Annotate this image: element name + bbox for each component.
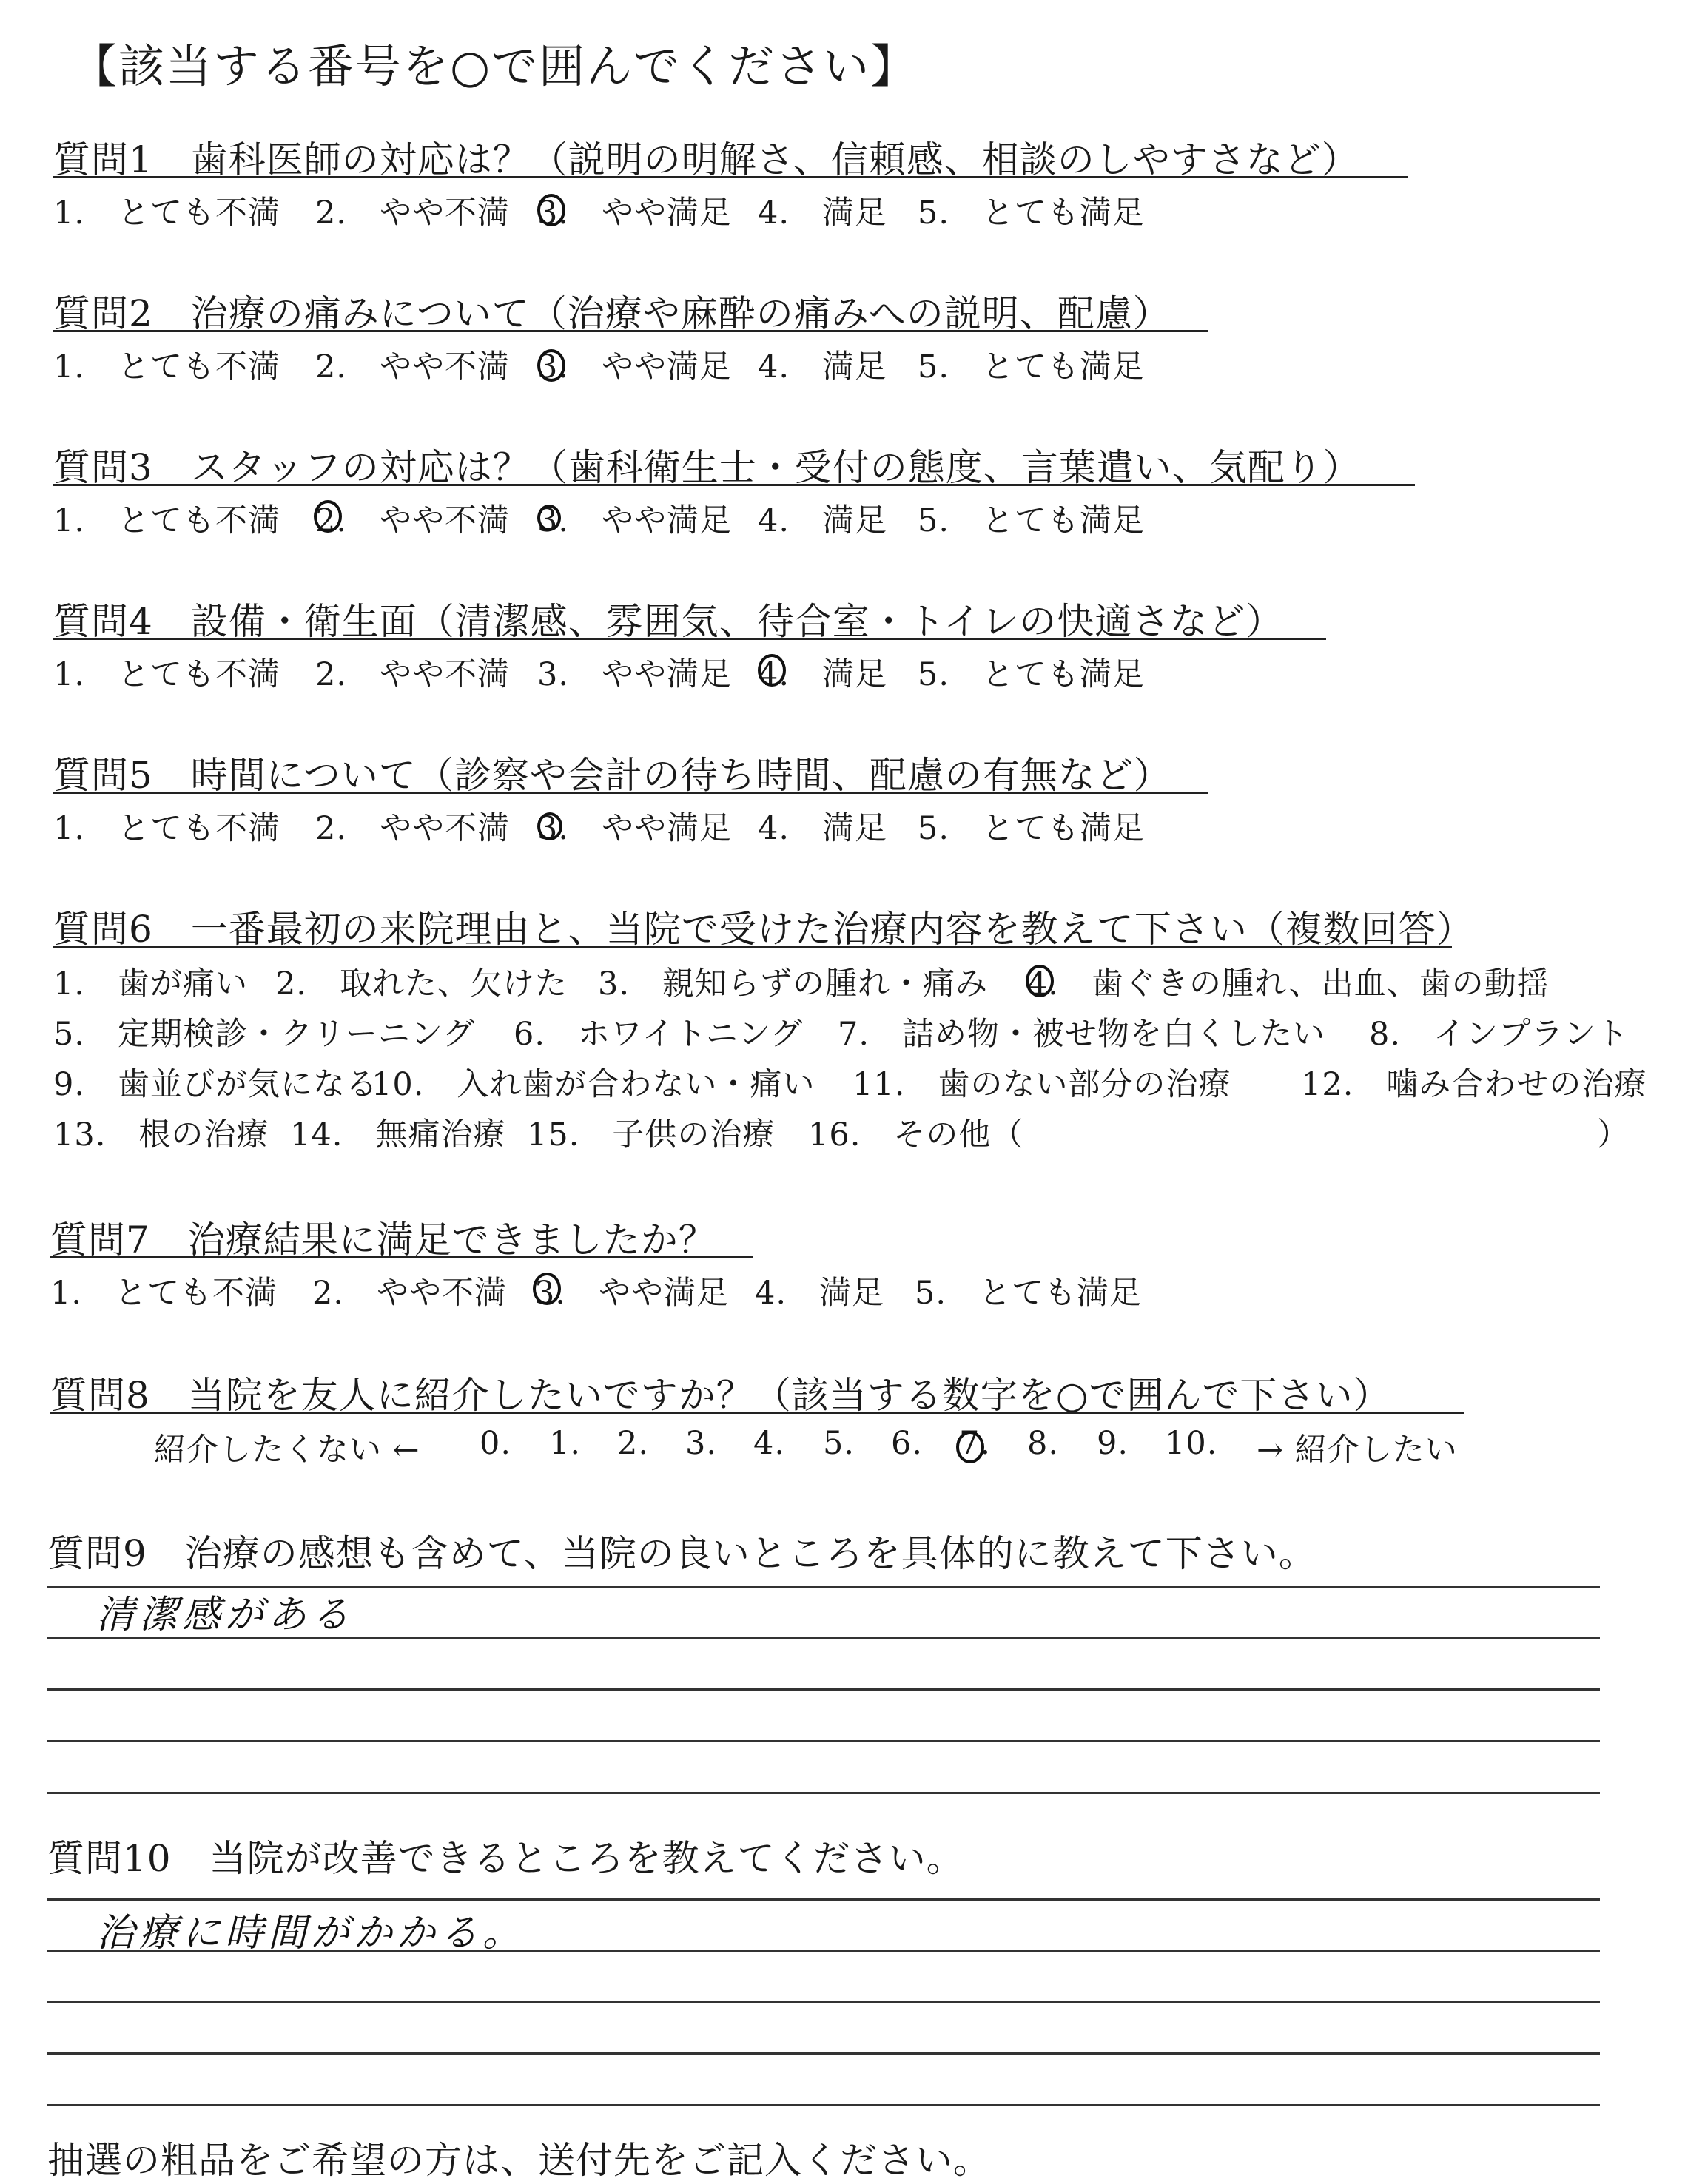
q6-option-12[interactable]: 12. 噛み合わせの治療 [1301, 1066, 1647, 1103]
q3-option-3[interactable]: 3. やや満足 [537, 502, 733, 539]
q4-option-4[interactable]: 4. 満足 [758, 656, 888, 693]
question-10-label: 質問10 当院が改善できるところを教えてください。 [47, 1837, 964, 1880]
q3-option-1[interactable]: 1. とても不満 [53, 502, 281, 539]
q6-answer-circle-4 [1026, 965, 1054, 997]
q4-option-2[interactable]: 2. やや不満 [315, 656, 511, 693]
q10-write-line-3 [47, 2001, 1600, 2003]
q5-option-5[interactable]: 5. とても満足 [918, 810, 1146, 847]
q4-option-5[interactable]: 5. とても満足 [918, 656, 1146, 693]
q3-option-5[interactable]: 5. とても満足 [918, 502, 1146, 539]
q5-answer-circle [537, 812, 562, 840]
q6-option-4[interactable]: 4. 歯ぐきの腫れ、出血、歯の動揺 [1027, 965, 1550, 1002]
q5-option-1[interactable]: 1. とても不満 [53, 810, 281, 847]
q6-option-7[interactable]: 7. 詰め物・被せ物を白くしたい [838, 1016, 1326, 1053]
question-2-underline [53, 330, 1208, 332]
q9-write-line-1 [47, 1586, 1600, 1588]
q5-option-3[interactable]: 3. やや満足 [537, 810, 733, 847]
q9-handwritten-answer: 清潔感がある [96, 1593, 354, 1637]
q1-answer-circle [537, 194, 565, 226]
q4-option-3[interactable]: 3. やや満足 [537, 656, 733, 693]
q8-number-10[interactable]: 10. [1165, 1425, 1218, 1462]
q3-option-2[interactable]: 2. やや不満 [315, 502, 511, 539]
q6-option-14[interactable]: 14. 無痛治療 [290, 1116, 506, 1153]
q6-option-16-close: ） [1597, 1116, 1630, 1153]
question-7-options [50, 1268, 1678, 1312]
q4-answer-circle [758, 654, 786, 687]
q2-option-2[interactable]: 2. やや不満 [315, 348, 511, 385]
question-3-label: 質問3 スタッフの対応は？（歯科衛生士・受付の態度、言葉遣い、気配り） [53, 446, 1361, 489]
q10-write-line-1 [47, 1898, 1600, 1901]
q8-right-label: → 紹介したい [1257, 1432, 1458, 1469]
question-6-underline [53, 946, 1452, 948]
q7-option-5[interactable]: 5. とても満足 [915, 1275, 1143, 1312]
q9-write-line-3 [47, 1688, 1600, 1691]
question-4-options [53, 650, 1681, 694]
question-2-options [53, 342, 1681, 386]
question-5-label: 質問5 時間について（診察や会計の待ち時間、配慮の有無など） [53, 754, 1171, 797]
q7-option-2[interactable]: 2. やや不満 [312, 1275, 508, 1312]
q4-option-1[interactable]: 1. とても不満 [53, 656, 281, 693]
q8-number-7[interactable]: 7. [959, 1425, 992, 1462]
q5-option-4[interactable]: 4. 満足 [758, 810, 888, 847]
q8-number-6[interactable]: 6. [891, 1425, 924, 1462]
question-3-options [53, 496, 1681, 540]
question-6-label: 質問6 一番最初の来院理由と、当院で受けた治療内容を教えて下さい（複数回答） [53, 908, 1474, 951]
q10-write-line-4 [47, 2052, 1600, 2055]
q9-write-line-5 [47, 1792, 1600, 1794]
q8-number-3[interactable]: 3. [685, 1425, 718, 1462]
question-8-underline [50, 1412, 1464, 1414]
q8-number-2[interactable]: 2. [617, 1425, 650, 1462]
q8-number-0[interactable]: 0. [480, 1425, 512, 1462]
question-3-underline [53, 484, 1415, 486]
page-title: 【該当する番号を○で囲んでください】 [71, 39, 918, 93]
q6-option-9[interactable]: 9. 歯並びが気になる [53, 1066, 379, 1103]
question-6-options [53, 959, 1704, 1181]
q6-option-15[interactable]: 15. 子供の治療 [527, 1116, 776, 1153]
q6-option-1[interactable]: 1. 歯が痛い [53, 965, 249, 1002]
q7-option-4[interactable]: 4. 満足 [755, 1275, 885, 1312]
q8-answer-circle [956, 1431, 984, 1463]
footer-note: 抽選の粗品をご希望の方は、送付先をご記入ください。 [47, 2139, 991, 2182]
question-8-scale [154, 1425, 1486, 1469]
question-7-underline [50, 1256, 753, 1258]
q7-option-3[interactable]: 3. やや満足 [534, 1275, 730, 1312]
question-5-options [53, 803, 1681, 848]
q1-option-4[interactable]: 4. 満足 [758, 195, 888, 232]
q3-answer-circle-3 [537, 505, 561, 531]
q7-option-1[interactable]: 1. とても不満 [50, 1275, 278, 1312]
question-4-underline [53, 638, 1326, 640]
question-9-label: 質問9 治療の感想も含めて、当院の良いところを具体的に教えて下さい。 [47, 1532, 1316, 1575]
question-1-underline [53, 176, 1408, 178]
q3-option-4[interactable]: 4. 満足 [758, 502, 888, 539]
q2-option-1[interactable]: 1. とても不満 [53, 348, 281, 385]
q10-write-line-2 [47, 1950, 1600, 1952]
q6-option-3[interactable]: 3. 親知らずの腫れ・痛み [598, 965, 989, 1002]
q8-number-4[interactable]: 4. [753, 1425, 786, 1462]
q1-option-2[interactable]: 2. やや不満 [315, 195, 511, 232]
q1-option-3[interactable]: 3. やや満足 [537, 195, 733, 232]
q6-option-6[interactable]: 6. ホワイトニング [514, 1016, 804, 1053]
q6-option-5[interactable]: 5. 定期検診・クリーニング [53, 1016, 476, 1053]
q8-left-label: 紹介したくない ← [154, 1432, 420, 1469]
q6-option-11[interactable]: 11. 歯のない部分の治療 [852, 1066, 1231, 1103]
q2-option-4[interactable]: 4. 満足 [758, 348, 888, 385]
question-8-label: 質問8 当院を友人に紹介したいですか？（該当する数字を○で囲んで下さい） [50, 1374, 1391, 1417]
q2-option-3[interactable]: 3. やや満足 [537, 348, 733, 385]
question-2-label: 質問2 治療の痛みについて（治療や麻酔の痛みへの説明、配慮） [53, 292, 1171, 335]
q5-option-2[interactable]: 2. やや不満 [315, 810, 511, 847]
q2-option-5[interactable]: 5. とても満足 [918, 348, 1146, 385]
question-1-options [53, 188, 1681, 232]
q8-number-5[interactable]: 5. [823, 1425, 855, 1462]
question-5-underline [53, 792, 1208, 794]
q6-option-8[interactable]: 8. インプラント [1369, 1016, 1630, 1053]
q8-number-1[interactable]: 1. [549, 1425, 582, 1462]
q10-handwritten-answer: 治療に時間がかかる。 [96, 1911, 526, 1955]
question-4-label: 質問4 設備・衛生面（清潔感、雰囲気、待合室・トイレの快適さなど） [53, 600, 1284, 643]
q1-option-5[interactable]: 5. とても満足 [918, 195, 1146, 232]
q10-write-line-5 [47, 2104, 1600, 2106]
q6-option-10[interactable]: 10. 入れ歯が合わない・痛い [371, 1066, 815, 1103]
q8-number-8[interactable]: 8. [1027, 1425, 1060, 1462]
q2-answer-circle [537, 349, 565, 382]
q6-option-2[interactable]: 2. 取れた、欠けた [275, 965, 568, 1002]
q6-option-16[interactable]: 16. その他（ [808, 1116, 1024, 1153]
q8-number-9[interactable]: 9. [1097, 1425, 1129, 1462]
q1-option-1[interactable]: 1. とても不満 [53, 195, 281, 232]
question-7-label: 質問7 治療結果に満足できましたか？ [50, 1219, 716, 1261]
q3-answer-circle-2 [314, 500, 342, 533]
q7-answer-circle [533, 1273, 561, 1305]
question-1-label: 質問1 歯科医師の対応は？（説明の明解さ、信頼感、相談のしやすさなど） [53, 138, 1359, 181]
q9-write-line-2 [47, 1637, 1600, 1639]
q6-option-13[interactable]: 13. 根の治療 [53, 1116, 269, 1153]
q9-write-line-4 [47, 1740, 1600, 1742]
